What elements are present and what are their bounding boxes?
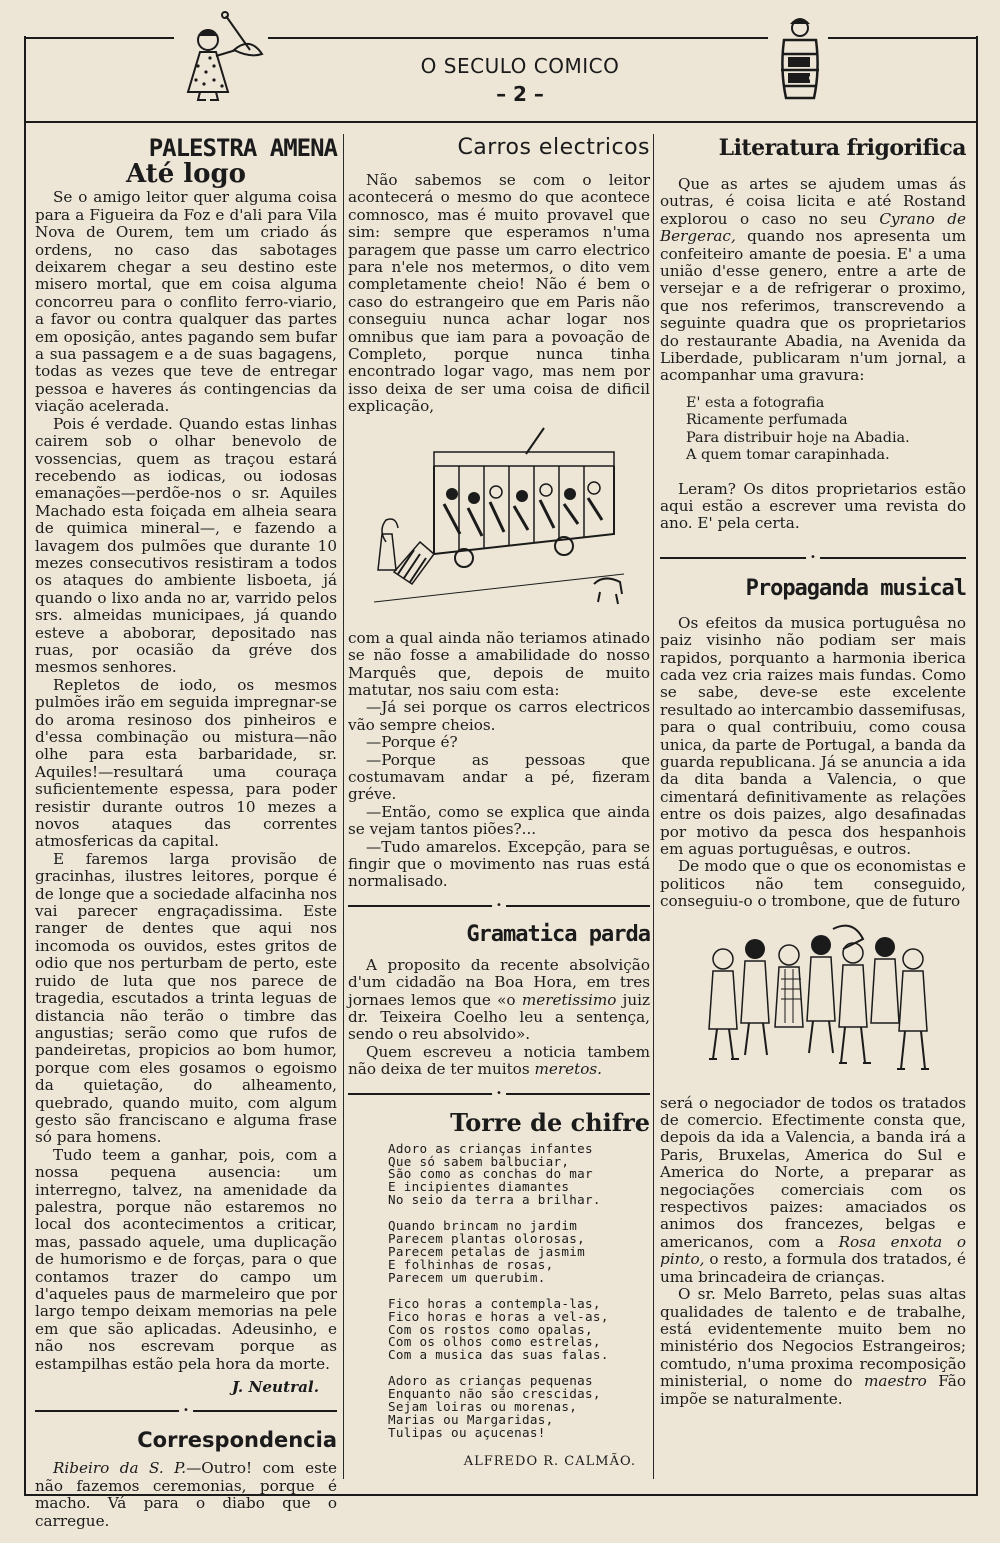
poem-stanza: Adoro as crianças pequenas Enquanto não são crescidas, Sejam loiras ou morenas, Marias ou Margaridas, Tulipas ou açucenas! — [388, 1373, 601, 1440]
column-1 — [35, 134, 337, 1530]
section-separator: • — [348, 899, 650, 913]
poem-author: ALFREDO R. CALMÃO. — [463, 1453, 636, 1469]
page-number: – 2 – — [496, 82, 544, 106]
poem — [388, 1140, 650, 1440]
section-separator: • — [660, 551, 966, 565]
top-rule-right — [828, 37, 976, 39]
correspondencia-addressee: Ribeiro da S. P. — [53, 1459, 187, 1478]
gramatica-paragraph: A proposito da recente absolvição d'um cidadão na Boa Hora, em tres jornaes lemos que «o meretissimo juiz dr. Teixeira Coelho leu a sentença, sendo o reu absolvido». — [348, 955, 650, 1044]
literatura-paragraph: Que as artes se ajudem umas ás outras, é coisa licita e até Rostand explorou o caso no seu Cyrano de Bergerac, quando nos apresenta um confeiteiro amante de poesia. E' a uma união d'esse genero, entre a arte de versejar e a de refrigerar o proximo, que nos referimos, transcrevendo a seguinte quadra que os proprietarios do restaurante Abadia, na Avenida da Liberdade, publicaram n'um jornal, a acompanhar uma gravura: — [660, 175, 967, 385]
propaganda-paragraph: Os efeitos da musica portuguêsa no paiz visinho não podiam ser mais rapidos, porquanto a harmonia iberica cada vez cria raizes mais fundas. Como se sabe, deve-se este excelente resultado ao intercambio dassemifusas, para o qual contribuiu, como cousa unica, da parte de Portugal, a banda da guarda republicana. Já se anuncia a ida da dita banda a Valencia, o que cimentará definitivamente as relações entre os dois paizes, algo desafinadas por motivo da pesca dos hespanhois em aguas portuguêsas, e outros. — [660, 613, 966, 858]
carros-paragraph: —Tudo amarelos. Excepção, para se fingir que o movimento nas ruas está normalisado. — [348, 837, 650, 891]
carros-electricos-title: Carros electricos — [457, 135, 650, 160]
section-separator: • — [348, 1087, 650, 1101]
girl-umbrella-illustration — [180, 10, 266, 106]
ate-logo-subtitle: Até logo — [125, 159, 247, 189]
literatura-paragraph: Leram? Os ditos proprietarios estão aqui estão a escrever uma revista do ano. E' pela certa. — [660, 479, 966, 533]
band-illustration — [693, 919, 933, 1089]
poem-stanza: Quando brincam no jardim Parecem plantas olorosas, Parecem petalas de jasmim E folhinhas de rosas, Parecem um querubim. — [388, 1218, 586, 1285]
section-separator: • — [35, 1404, 337, 1418]
barrel-figure-illustration — [774, 14, 826, 104]
carros-intro-paragraph: Não sabemos se com o leitor acontecerá o mesmo do que acontece comnosco, mas é muito provavel que sim: sempre que esperamos n'uma paragem que passe um carro electrico para n'ele nos metermos, o dito vem completamente cheio! Não é bem o caso do estrangeiro que em Paris não conseguiu nunca achar logar nos omnibus que iam para a povoação de Completo, porque nunca tinha encontrado logar vago, mas nem por isso deixa de ser uma coisa de dificil explicação, — [348, 171, 650, 416]
restaurant-quatrain: E' esta a fotografia Ricamente perfumada Para distribuir hoje na Abadia. A quem tomar carapinhada. — [686, 394, 910, 464]
propaganda-last-paragraph: O sr. Melo Barreto, pelas suas altas qualidades de talento e de trabalhe, está evidentemente muito bem no ministério dos Negocios Estrangeiros; comtudo, n'uma proxima recomposição ministerial, o nome do maestro Fão impõe se naturalmente. — [660, 1285, 966, 1408]
propaganda-musical-title: Propaganda musical — [745, 575, 966, 601]
palestra-amena-title: PALESTRA AMENA — [148, 134, 337, 162]
palestra-paragraph: Repletos de iodo, os mesmos pulmões irão em seguida impregnar-se do aroma resinoso dos pinheiros e d'essa combinação ou mistura—não olhe para esta barbaridade, sr. Aquiles!—resultará uma couraça suficientemente espessa, para poder resistir durante outros 10 mezes a novos ataques das correntes atmosfericas da capital. — [35, 675, 337, 851]
carros-paragraph: —Porque é? — [366, 733, 458, 752]
palestra-paragraph: E faremos larga provisão de gracinhas, ilustres leitores, porque é de longe que a sociedade alfacinha nos vai parecer engraçadissima. Este ranger de dentes que aqui nos incomoda os ouvidos, estes gritos de odio que nos perturbam de perto, este ruido de luta que nos parece de tragedia, escutados a trinta leguas de distancia não terão o timbre das angustias; serão como que rufos de pandeiretas, propicios ao bom humor, porque com eles gosamos o egoismo da quietação, do alheamento, quebrado, quando muito, com algum gesto são franciscano e alguma frase só para homens. — [35, 849, 337, 1147]
carros-paragraph: com a qual ainda não teriamos atinado se não fosse a amabilidade do nosso Marquês que, depois de muito matutar, nos saiu com esta: — [348, 628, 650, 699]
author-signature: J. Neutral. — [231, 1378, 319, 1397]
carros-paragraph: —Já sei porque os carros electricos vão sempre cheios. — [348, 698, 650, 734]
carros-paragraph: —Porque as pessoas que costumavam andar a pé, fizeram gréve. — [348, 750, 650, 804]
palestra-paragraph: Pois é verdade. Quando estas linhas cairem sob o olhar benevolo de vossencias, quem as traçou estará recebendo as iodicas, ou iodosas emanações—perdõe-nos o sr. Aquiles Machado esta foiçada em alheia seara de quimica mineral—, e fazendo a lavagem dos pulmões que durante 10 mezes consecutivos resistiram a todos os ataques do ambiente lisboeta, já quando o lixo anda no ar, varrido pelos srs. almeidas municipaes, já quando esteve a aboborar, depositado nas ruas, por ocasião da gréve dos mesmos senhores. — [35, 414, 337, 677]
header-rule — [24, 121, 976, 123]
tram-illustration — [364, 424, 634, 624]
poem-stanza: Fico horas a contempla-las, Fico horas e horas a vel-as, Com os rostos como opalas, Com os olhos como estrelas, Com a musica das suas falas. — [388, 1295, 609, 1363]
torre-de-chifre-title: Torre de chifre — [450, 1107, 650, 1137]
literatura-frigorifica-title: Literatura frigorifica — [718, 135, 966, 161]
gramatica-parda-title: Gramatica parda — [466, 921, 650, 947]
masthead-title: O SECULO COMICO — [420, 54, 620, 78]
carros-paragraph: —Então, como se explica que ainda se vejam tantos piões?... — [348, 802, 650, 839]
correspondencia-paragraph — [35, 1460, 337, 1530]
propaganda-paragraph: De modo que o que os economistas e politicos não tem conseguido, conseguiu-o o trombone, que de futuro — [660, 857, 966, 911]
column-2 — [348, 134, 650, 1470]
palestra-paragraph: Se o amigo leitor quer alguma coisa para a Figueira da Foz e d'ali para Vila Nova de Ourem, tem um criado ás ordens, no caso das sabotages deixarem chegar a seu destino este misero mortal, que em coisa alguma concorreu para o conflito ferro-viario, a favor ou contra qualquer das partes em oposição, antes pagando sem bufar a sua passagem e a de suas bagagens, todas as vezes que teve de entregar pessoa e haveres ás contingencias da viação acelerada. — [35, 188, 337, 416]
top-rule-left — [24, 37, 174, 39]
column-rule-left — [343, 134, 344, 1479]
correspondencia-title: Correspondencia — [137, 1428, 337, 1453]
propaganda-continued-paragraph: será o negociador de todos os tratados de comercio. Efectimente consta que, depois da ida a Valencia, a banda irá a Paris, Bruxelas, America do Sul e America do Norte, a preparar as negociações comerciais com os respectivos paizes: amaciados os animos dos francezes, belgas e americanos, com a Rosa enxota o pinto, o resto, a formula dos tratados, é uma brincadeira de crianças. — [660, 1093, 966, 1286]
gramatica-paragraph: Quem escreveu a noticia tambem não deixa de ter muitos meretos. — [348, 1042, 650, 1079]
correspondencia-text: —Outro! com este não fazemos ceremonias, porque é macho. Vá para o diabo que o carregue. — [35, 1459, 337, 1530]
top-rule-center — [268, 37, 768, 39]
palestra-paragraph: Tudo teem a ganhar, pois, com a nossa pequena ausencia: um interregno, talvez, na amenidade da palestra, porque não estaremos no local dos acontecimentos a criticar, mas, passado aquele, uma duplicação de humorismo e de forças, para o que contamos trazer do campo um d'aqueles paus de marmeleiro que por largo tempo deixam memorias na pele em que são aplicadas. Adeusinho, e não nos escrevam porque as estampilhas estão pela hora da morte. — [35, 1145, 337, 1373]
poem-stanza: Adoro as crianças infantes Que só sabem balbuciar, São como as conchas do mar E incipientes diamantes No seio da terra a brilhar. — [388, 1140, 601, 1208]
column-rule-right — [653, 134, 654, 1479]
column-3 — [660, 134, 966, 1408]
